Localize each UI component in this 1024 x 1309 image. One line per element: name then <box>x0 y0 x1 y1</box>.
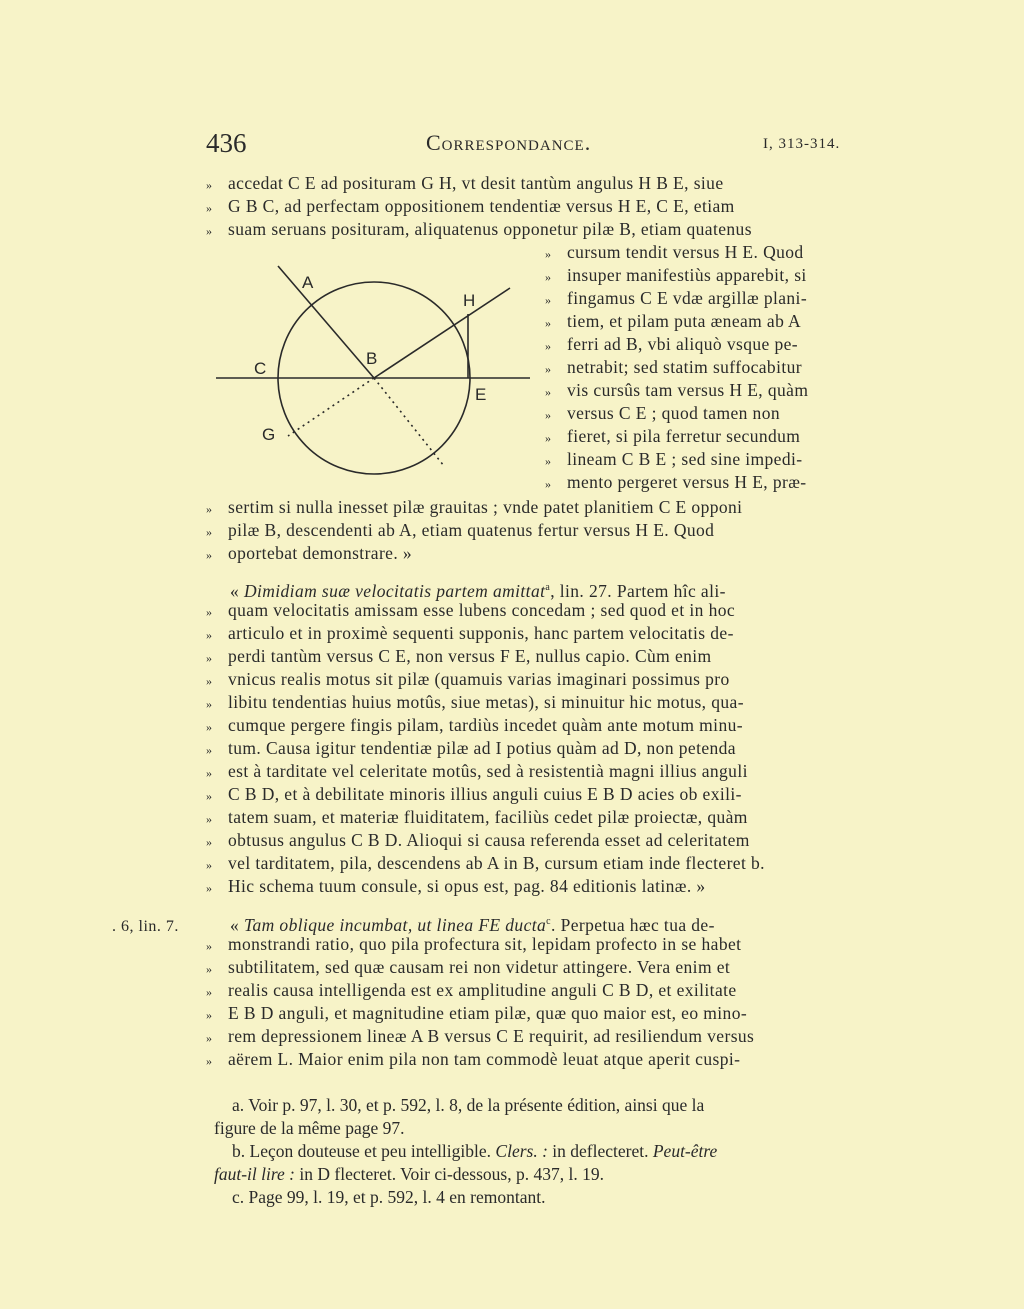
label-E: E <box>475 385 487 404</box>
text-line: » subtilitatem, sed quæ causam rei non videtur attingere. Vera enim et <box>206 957 731 977</box>
text-line: » E B D anguli, et magnitudine etiam pilæ, quæ quo maior est, eo mino- <box>206 1003 748 1023</box>
text-line: » realis causa intelligenda est ex amplitudine anguli C B D, et exilitate <box>206 980 737 1000</box>
geometry-diagram <box>212 258 542 488</box>
text-line: » pilæ B, descendenti ab A, etiam quatenus fertur versus H E. Quod <box>206 520 715 540</box>
label-H: H <box>463 291 476 310</box>
text-line: » tum. Causa igitur tendentiæ pilæ ad I potius quàm ad D, non petenda <box>206 738 736 758</box>
text-line: » oportebat demonstrare. » <box>206 543 413 563</box>
text-line: » quam velocitatis amissam esse lubens concedam ; sed quod et in hoc <box>206 600 736 620</box>
text-line: » sertim si nulla inesset pilæ grauitas ; vnde patet planitiem C E opponi <box>206 497 743 517</box>
text-line: » suam seruans posituram, aliquatenus opponetur pilæ B, etiam quatenus <box>206 219 752 239</box>
text-line: » est à tarditate vel celeritate motûs, sed à resistentià magni illius anguli <box>206 761 748 781</box>
paragraph-lead: « Dimidiam suæ velocitatis partem amittat$^a$, lin. 27. Partem hîc ali- <box>230 580 726 601</box>
footnote-b-cont: faut-il lire : in D flecteret. Voir ci-dessous, p. 437, l. 19. <box>214 1164 604 1184</box>
text-line: » aërem L. Maior enim pila non tam commodè leuat atque aperit cuspi- <box>206 1049 741 1069</box>
footnote-c: c. Page 99, l. 19, et p. 592, l. 4 en remontant. <box>232 1187 546 1207</box>
text-line: » articulo et in proximè sequenti supponis, hanc partem velocitatis de- <box>206 623 734 643</box>
margin-note: . 6, lin. 7. <box>112 918 179 935</box>
footnote-b: b. Leçon douteuse et peu intelligible. Clers. : in deflecteret. Peut-être <box>232 1141 718 1161</box>
text-line: » rem depressionem lineæ A B versus C E requirit, ad resiliendum versus <box>206 1026 755 1046</box>
text-line: » obtusus angulus C B D. Alioqui si causa referenda esset ad celeritatem <box>206 830 750 850</box>
label-A: A <box>302 273 314 292</box>
text-line: » netrabit; sed statim suffocabitur <box>545 357 802 377</box>
text-line: » tatem suam, et materiæ fluiditatem, faciliùs cedet pilæ proiectæ, quàm <box>206 807 748 827</box>
text-line: » versus C E ; quod tamen non <box>545 403 780 423</box>
text-line: » insuper manifestiùs apparebit, si <box>545 265 807 285</box>
text-line: » cursum tendit versus H E. Quod <box>545 242 804 262</box>
text-line: » fingamus C E vdæ argillæ plani- <box>545 288 808 308</box>
running-title: Correspondance. <box>426 130 592 155</box>
text-line: » fieret, si pila ferretur secundum <box>545 426 801 446</box>
volume-reference: I, 313-314. <box>763 136 841 152</box>
text-line: » C B D, et à debilitate minoris illius anguli cuius E B D acies ob exili- <box>206 784 742 804</box>
text-line: » tiem, et pilam puta æneam ab A <box>545 311 802 331</box>
page-number: 436 <box>206 128 247 158</box>
line-BH <box>374 288 510 378</box>
text-line: » vel tarditatem, pila, descendens ab A in B, cursum etiam inde flecteret b. <box>206 853 765 873</box>
text-line: » vnicus realis motus sit pilæ (quamuis varias imaginari possimus pro <box>206 669 730 689</box>
text-line: » perdi tantùm versus C E, non versus F E, nullus capio. Cùm enim <box>206 646 712 666</box>
text-line: » vis cursûs tam versus H E, quàm <box>545 380 809 400</box>
text-line: » accedat C E ad posituram G H, vt desit tantùm angulus H B E, siue <box>206 173 724 193</box>
footnote-a: a. Voir p. 97, l. 30, et p. 592, l. 8, de la présente édition, ainsi que la <box>232 1095 705 1115</box>
text-line: » ferri ad B, vbi aliquò vsque pe- <box>545 334 799 354</box>
label-G: G <box>262 425 276 444</box>
label-B: B <box>366 349 378 368</box>
label-C: C <box>254 359 267 378</box>
text-line: » monstrandi ratio, quo pila profectura sit, lepidam profecto in se habet <box>206 934 742 954</box>
paragraph-lead: « Tam oblique incumbat, ut linea FE ducta$^c$. Perpetua hæc tua de- <box>230 914 715 935</box>
text-line: » cumque pergere fingis pilam, tardiùs incedet quàm ante motum minu- <box>206 715 743 735</box>
text-line: » G B C, ad perfectam oppositionem tendentiæ versus H E, C E, etiam <box>206 196 735 216</box>
text-line: » mento pergeret versus H E, præ- <box>545 472 807 492</box>
text-line: » lineam C B E ; sed sine impedi- <box>545 449 803 469</box>
text-line: » Hic schema tuum consule, si opus est, pag. 84 editionis latinæ. » <box>206 876 706 896</box>
dotted-BG <box>288 378 374 436</box>
text-line: » libitu tendentias huius motûs, siue metas), si minuitur hic motus, qua- <box>206 692 744 712</box>
footnote-a-cont: figure de la même page 97. <box>214 1118 405 1138</box>
